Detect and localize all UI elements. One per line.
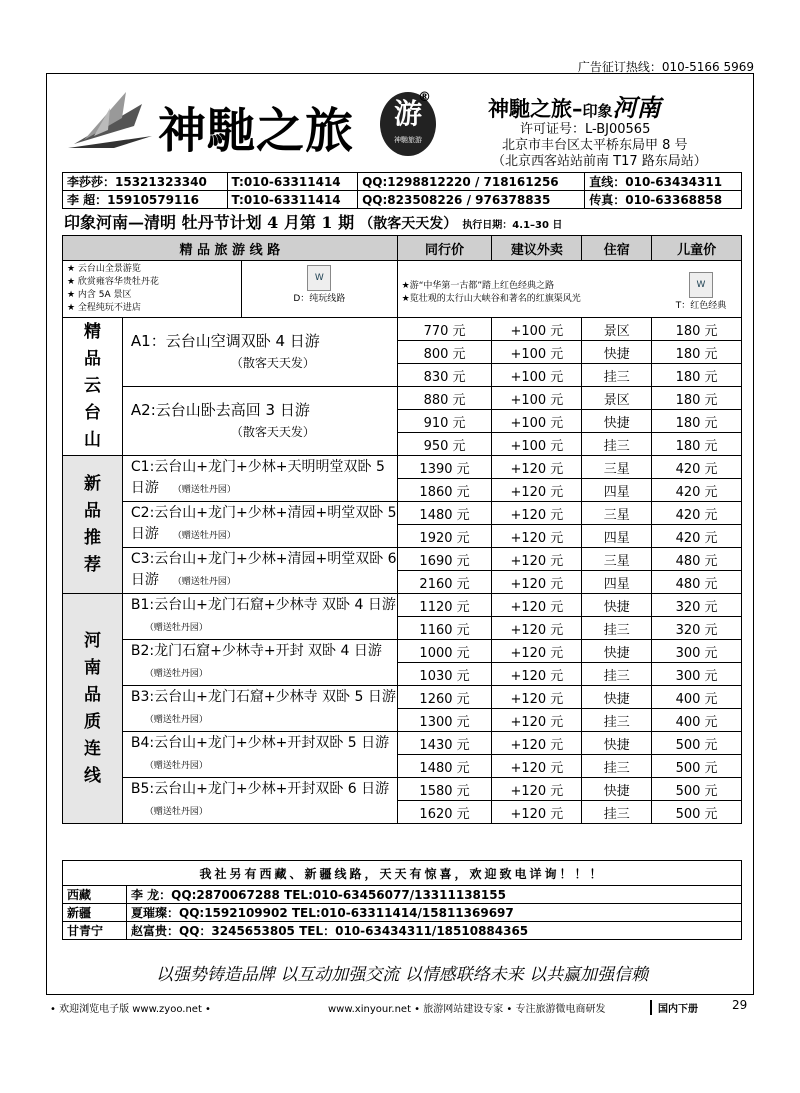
price-cell: +120 元 bbox=[492, 801, 582, 824]
price-cell: 快捷 bbox=[582, 686, 652, 709]
route-title: B1:云台山+龙门石窟+少林寺 双卧 4 日游 bbox=[130, 596, 396, 613]
price-cell: 1580 元 bbox=[397, 778, 492, 801]
price-cell: +120 元 bbox=[492, 594, 582, 617]
feature-item: ★ 欣赏雍容华贵牡丹花 bbox=[67, 277, 159, 287]
price-cell: 1120 元 bbox=[397, 594, 492, 617]
feature-item: ★ 全程纯玩不进店 bbox=[67, 303, 141, 313]
price-cell: +100 元 bbox=[492, 364, 582, 387]
doc-left-label: D：纯玩线路 bbox=[293, 294, 346, 304]
route-note: （赠送牡丹园） bbox=[144, 806, 208, 817]
region-contact: 赵富贵：QQ：3245653805 TEL：010-63434311/18510884365 bbox=[127, 922, 742, 940]
contact-cell: 传真：010-63368858 bbox=[585, 191, 742, 209]
group-label bbox=[63, 318, 123, 456]
price-cell: 300 元 bbox=[652, 663, 742, 686]
price-cell: 880 元 bbox=[397, 387, 492, 410]
contact-cell: 直线：010-63434311 bbox=[585, 173, 742, 191]
route-title: B2:龙门石窟+少林寺+开封 双卧 4 日游 bbox=[130, 642, 382, 659]
price-cell: 快捷 bbox=[582, 410, 652, 433]
price-cell: 420 元 bbox=[652, 479, 742, 502]
price-cell: +120 元 bbox=[492, 709, 582, 732]
price-cell: +120 元 bbox=[492, 525, 582, 548]
table-row bbox=[63, 548, 742, 571]
table-row bbox=[63, 686, 742, 709]
price-cell: 420 元 bbox=[652, 525, 742, 548]
price-cell: 180 元 bbox=[652, 318, 742, 341]
contact-row bbox=[63, 173, 742, 191]
route-cell[interactable] bbox=[122, 686, 397, 732]
price-cell: 1260 元 bbox=[397, 686, 492, 709]
price-cell: 快捷 bbox=[582, 640, 652, 663]
price-cell: 180 元 bbox=[652, 341, 742, 364]
page-title: 印象河南—清明 牡丹节计划 4 月第 1 期 （散客天天发） 执行日期：4.1–30 日 bbox=[64, 213, 563, 232]
route-cell[interactable] bbox=[122, 548, 397, 594]
price-cell: 180 元 bbox=[652, 410, 742, 433]
price-cell: 800 元 bbox=[397, 341, 492, 364]
price-cell: +120 元 bbox=[492, 571, 582, 594]
features-right bbox=[397, 261, 741, 318]
feature-item: ★游“中华第一古都”踏上红色经典之路 bbox=[401, 280, 555, 291]
route-note: （赠送牡丹园） bbox=[172, 530, 236, 541]
route-cell[interactable] bbox=[122, 387, 397, 456]
route-title: C3:云台山+龙门+少林+清园+明堂双卧 6 日游 bbox=[130, 550, 397, 588]
price-cell: 500 元 bbox=[652, 755, 742, 778]
features-left bbox=[63, 261, 398, 318]
price-cell: 180 元 bbox=[652, 364, 742, 387]
contact-cell: T:010-63311414 bbox=[227, 173, 358, 191]
price-cell: 480 元 bbox=[652, 571, 742, 594]
line-row bbox=[63, 922, 742, 940]
price-cell: 320 元 bbox=[652, 617, 742, 640]
price-cell: +120 元 bbox=[492, 502, 582, 525]
contact-cell: 李 超：15910579116 bbox=[63, 191, 228, 209]
route-cell[interactable] bbox=[122, 318, 397, 387]
word-doc-icon[interactable]: W bbox=[689, 272, 713, 298]
sail-logo-icon bbox=[64, 86, 156, 152]
promo-banner: 我社另有西藏、新疆线路，天天有惊喜，欢迎致电详询！！！ bbox=[63, 861, 742, 886]
contact-cell: QQ:1298812220 / 718161256 bbox=[358, 173, 585, 191]
price-cell: 挂三 bbox=[582, 663, 652, 686]
price-cell: 挂三 bbox=[582, 709, 652, 732]
price-cell: +120 元 bbox=[492, 732, 582, 755]
price-cell: 910 元 bbox=[397, 410, 492, 433]
price-cell: 快捷 bbox=[582, 341, 652, 364]
price-cell: +120 元 bbox=[492, 617, 582, 640]
route-note: （赠送牡丹园） bbox=[144, 760, 208, 771]
price-cell: +120 元 bbox=[492, 456, 582, 479]
feature-item: ★ 内含 5A 景区 bbox=[67, 290, 132, 300]
table-row bbox=[63, 640, 742, 663]
price-cell: +120 元 bbox=[492, 479, 582, 502]
route-note: （散客天天发） bbox=[230, 355, 315, 370]
footer-left[interactable]: • 欢迎浏览电子版 www.zyoo.net • bbox=[50, 1004, 211, 1015]
table-row bbox=[63, 318, 742, 341]
price-cell: 三星 bbox=[582, 548, 652, 571]
price-cell: 770 元 bbox=[397, 318, 492, 341]
price-cell: 挂三 bbox=[582, 433, 652, 456]
price-table bbox=[62, 235, 742, 824]
price-cell: +100 元 bbox=[492, 387, 582, 410]
price-cell: 500 元 bbox=[652, 778, 742, 801]
price-cell: 1430 元 bbox=[397, 732, 492, 755]
price-cell: 快捷 bbox=[582, 594, 652, 617]
table-row bbox=[63, 778, 742, 801]
group-name: 河南品质连线 bbox=[83, 630, 101, 786]
registered-mark: ® bbox=[418, 90, 431, 105]
line-row bbox=[63, 886, 742, 904]
region-contact: 李 龙：QQ:2870067288 TEL:010-63456077/13311138155 bbox=[127, 886, 742, 904]
route-cell[interactable] bbox=[122, 640, 397, 686]
price-cell: 四星 bbox=[582, 525, 652, 548]
price-cell: 420 元 bbox=[652, 456, 742, 479]
price-cell: 830 元 bbox=[397, 364, 492, 387]
price-cell: 三星 bbox=[582, 456, 652, 479]
route-cell[interactable] bbox=[122, 456, 397, 502]
other-lines-table bbox=[62, 860, 742, 940]
price-cell: 景区 bbox=[582, 387, 652, 410]
price-cell: 1480 元 bbox=[397, 502, 492, 525]
route-title: B4:云台山+龙门+少林+开封双卧 5 日游 bbox=[130, 734, 390, 751]
contact-cell: QQ:823508226 / 976378835 bbox=[358, 191, 585, 209]
route-title: A2:云台山卧去高回 3 日游 bbox=[130, 400, 310, 419]
price-cell: 快捷 bbox=[582, 778, 652, 801]
license-number: 许可证号：L-BJ00565 bbox=[520, 122, 651, 137]
route-note: （赠送牡丹园） bbox=[172, 576, 236, 587]
price-cell: 950 元 bbox=[397, 433, 492, 456]
price-cell: 480 元 bbox=[652, 548, 742, 571]
logo-text: 神馳之旅 bbox=[158, 103, 355, 159]
price-cell: 1690 元 bbox=[397, 548, 492, 571]
contact-row bbox=[63, 191, 742, 209]
region-label: 新疆 bbox=[63, 904, 127, 922]
group-name: 新品推荐 bbox=[83, 473, 101, 575]
route-cell[interactable] bbox=[122, 778, 397, 824]
header-peer-price: 同行价 bbox=[397, 236, 492, 261]
price-cell: +100 元 bbox=[492, 341, 582, 364]
price-cell: 400 元 bbox=[652, 709, 742, 732]
price-cell: 180 元 bbox=[652, 387, 742, 410]
route-note: （赠送牡丹园） bbox=[144, 622, 208, 633]
table-row bbox=[63, 387, 742, 410]
header-retail: 建议外卖 bbox=[492, 236, 582, 261]
ad-hotline: 广告征订热线：010-5166 5969 bbox=[577, 60, 754, 74]
price-cell: 景区 bbox=[582, 318, 652, 341]
price-cell: 1300 元 bbox=[397, 709, 492, 732]
table-row bbox=[63, 732, 742, 755]
header-route: 精 品 旅 游 线 路 bbox=[63, 236, 398, 261]
price-cell: 1390 元 bbox=[397, 456, 492, 479]
route-note: （散客天天发） bbox=[230, 424, 315, 439]
price-cell: 1160 元 bbox=[397, 617, 492, 640]
doc-right-label: T：红色经典 bbox=[675, 300, 727, 311]
price-cell: 三星 bbox=[582, 502, 652, 525]
region-contact: 夏璀璨：QQ:1592109902 TEL:010-63311414/15811369697 bbox=[127, 904, 742, 922]
route-cell[interactable] bbox=[122, 502, 397, 548]
group-label bbox=[63, 594, 123, 824]
price-cell: 2160 元 bbox=[397, 571, 492, 594]
price-cell: 1620 元 bbox=[397, 801, 492, 824]
price-cell: +100 元 bbox=[492, 433, 582, 456]
line-row bbox=[63, 904, 742, 922]
price-cell: 300 元 bbox=[652, 640, 742, 663]
price-cell: +120 元 bbox=[492, 640, 582, 663]
brand-title: 神馳之旅–印象河南 bbox=[488, 93, 661, 122]
footer bbox=[50, 1000, 750, 1015]
address-line-2: （北京西客站站前南 T17 路东局站） bbox=[492, 154, 707, 169]
price-cell: +120 元 bbox=[492, 755, 582, 778]
slogan: 以强势铸造品牌 以互动加强交流 以情感联络未来 以共赢加强信赖 bbox=[155, 965, 649, 985]
contact-cell: 李莎莎：15321323340 bbox=[63, 173, 228, 191]
price-cell: 四星 bbox=[582, 571, 652, 594]
contact-table bbox=[62, 172, 742, 209]
region-label: 甘青宁 bbox=[63, 922, 127, 940]
route-cell[interactable] bbox=[122, 594, 397, 640]
route-note: （赠送牡丹园） bbox=[172, 484, 236, 495]
price-cell: 500 元 bbox=[652, 801, 742, 824]
contact-cell: T:010-63311414 bbox=[227, 191, 358, 209]
price-cell: 500 元 bbox=[652, 732, 742, 755]
price-cell: 1860 元 bbox=[397, 479, 492, 502]
footer-section: 国内下册 bbox=[650, 1000, 698, 1015]
price-cell: 四星 bbox=[582, 479, 652, 502]
route-cell[interactable] bbox=[122, 732, 397, 778]
price-cell: 320 元 bbox=[652, 594, 742, 617]
price-cell: 挂三 bbox=[582, 617, 652, 640]
price-cell: 420 元 bbox=[652, 502, 742, 525]
footer-right[interactable]: www.xinyour.net • 旅游网站建设专家 • 专注旅游微电商研发 bbox=[328, 1004, 606, 1015]
price-cell: +120 元 bbox=[492, 663, 582, 686]
price-cell: 1000 元 bbox=[397, 640, 492, 663]
price-cell: 1920 元 bbox=[397, 525, 492, 548]
price-cell: +100 元 bbox=[492, 318, 582, 341]
price-cell: 快捷 bbox=[582, 732, 652, 755]
group-name: 精品云台山 bbox=[83, 322, 101, 450]
header-lodging: 住宿 bbox=[582, 236, 652, 261]
price-cell: 1480 元 bbox=[397, 755, 492, 778]
route-title: C2:云台山+龙门+少林+清园+明堂双卧 5 日游 bbox=[130, 504, 397, 542]
price-cell: 400 元 bbox=[652, 686, 742, 709]
route-note: （赠送牡丹园） bbox=[144, 668, 208, 679]
route-title: C1:云台山+龙门+少林+天明明堂双卧 5 日游 bbox=[130, 458, 385, 496]
group-label bbox=[63, 456, 123, 594]
route-title: A1：云台山空调双卧 4 日游 bbox=[130, 331, 320, 350]
feature-item: ★ 云台山全景游览 bbox=[67, 264, 141, 274]
feature-item: ★览壮观的太行山大峡谷和著名的红旗渠风光 bbox=[401, 293, 581, 304]
route-note: （赠送牡丹园） bbox=[144, 714, 208, 725]
price-cell: 1030 元 bbox=[397, 663, 492, 686]
price-cell: 挂三 bbox=[582, 801, 652, 824]
header-child-price: 儿童价 bbox=[652, 236, 742, 261]
price-cell: +120 元 bbox=[492, 778, 582, 801]
route-title: B3:云台山+龙门石窟+少林寺 双卧 5 日游 bbox=[130, 688, 396, 705]
seal-logo: 游 神馳旅游 bbox=[380, 92, 436, 156]
table-row bbox=[63, 456, 742, 479]
price-cell: +120 元 bbox=[492, 548, 582, 571]
word-doc-icon[interactable]: W bbox=[307, 265, 331, 291]
address-line-1: 北京市丰台区太平桥东局甲 8 号 bbox=[502, 138, 688, 153]
table-row bbox=[63, 594, 742, 617]
price-cell: 挂三 bbox=[582, 364, 652, 387]
table-row bbox=[63, 502, 742, 525]
price-cell: 挂三 bbox=[582, 755, 652, 778]
route-title: B5:云台山+龙门+少林+开封双卧 6 日游 bbox=[130, 780, 390, 797]
price-cell: +100 元 bbox=[492, 410, 582, 433]
price-cell: +120 元 bbox=[492, 686, 582, 709]
page-number: 29 bbox=[732, 998, 748, 1012]
region-label: 西藏 bbox=[63, 886, 127, 904]
price-cell: 180 元 bbox=[652, 433, 742, 456]
